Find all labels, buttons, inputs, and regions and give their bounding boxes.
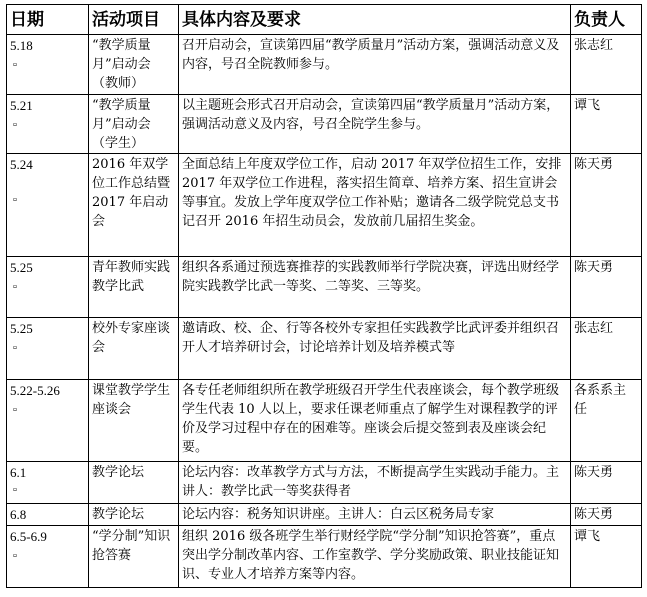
date-text: 6.1 — [10, 465, 27, 480]
date-cell — [7, 526, 89, 588]
activity-cell: “教学质量月”启动会（教师） — [89, 35, 179, 95]
header-owner: 负责人 — [571, 5, 642, 35]
owner-cell: 张志红 — [571, 318, 642, 380]
content-cell: 论坛内容：税务知识讲座。主讲人：白云区税务局专家 — [179, 504, 571, 526]
date-cell — [7, 257, 89, 318]
owner-cell: 谭飞 — [571, 526, 642, 588]
activity-cell: 青年教师实践教学比武 — [89, 257, 179, 318]
date-text: 5.22-5.26 — [10, 383, 60, 398]
date-cell — [7, 154, 89, 257]
paragraph-mark-icon: ▫ — [13, 550, 17, 562]
content-cell: 论坛内容：改革教学方式与方法，不断提高学生实践动手能力。主讲人：教学比武一等奖获得者 — [179, 462, 571, 504]
content-cell: 召开启动会，宣读第四届“教学质量月”活动方案，强调活动意义及内容，号召全院教师参与。 — [179, 35, 571, 95]
owner-cell: 陈天勇 — [571, 504, 642, 526]
owner-cell: 张志红 — [571, 35, 642, 95]
date-text: 5.18 — [10, 38, 33, 53]
header-date: 日期 — [7, 5, 89, 35]
activity-cell: “学分制”知识抢答赛 — [89, 526, 179, 588]
table-row — [7, 154, 642, 257]
date-cell — [7, 35, 89, 95]
date-text: 6.8 — [10, 507, 27, 522]
table-row — [7, 257, 642, 318]
owner-cell: 陈天勇 — [571, 257, 642, 318]
table-row — [7, 504, 642, 526]
activity-cell: 校外专家座谈会 — [89, 318, 179, 380]
date-cell — [7, 504, 89, 526]
date-cell — [7, 95, 89, 154]
activity-cell: 课堂教学学生座谈会 — [89, 380, 179, 462]
activity-cell: 教学论坛 — [89, 504, 179, 526]
paragraph-mark-icon: ▫ — [13, 59, 17, 71]
date-text: 5.25 — [10, 260, 33, 275]
activity-cell: 教学论坛 — [89, 462, 179, 504]
content-cell: 邀请政、校、企、行等各校外专家担任实践教学比武评委并组织召开人才培养研讨会，讨论培养计划及培养模式等 — [179, 318, 571, 380]
paragraph-mark-icon: ▫ — [13, 342, 17, 354]
paragraph-mark-icon: ▫ — [13, 194, 17, 206]
content-cell: 以主题班会形式召开启动会，宣读第四届“教学质量月”活动方案，强调活动意义及内容，号召全院学生参与。 — [179, 95, 571, 154]
content-cell: 组织 2016 级各班学生举行财经学院“学分制”知识抢答赛”，重点突出学分制改革内容、工作室教学、学分奖励政策、职业技能证知识、专业人才培养方案等内容。 — [179, 526, 571, 588]
paragraph-mark-icon: ▫ — [13, 484, 17, 496]
table-row — [7, 526, 642, 588]
paragraph-mark-icon: ▫ — [13, 281, 17, 293]
paragraph-mark-icon: ▫ — [13, 119, 17, 131]
header-activity: 活动项目 — [89, 5, 179, 35]
header-row — [7, 5, 642, 35]
content-cell: 各专任老师组织所在教学班级召开学生代表座谈会，每个教学班级学生代表 10 人以上，要求任课老师重点了解学生对课程教学的评价及学习过程中存在的困难等。座谈会后提交签到表及座谈会纪要。 — [179, 380, 571, 462]
owner-cell: 陈天勇 — [571, 462, 642, 504]
table-row — [7, 462, 642, 504]
activity-cell: 2016 年双学位工作总结暨 2017 年启动会 — [89, 154, 179, 257]
date-cell — [7, 462, 89, 504]
content-cell: 全面总结上年度双学位工作，启动 2017 年双学位招生工作，安排 2017 年双学位工作进程，落实招生简章、培养方案、招生宣讲会等事宜。发放上学年度双学位工作补贴；邀请各二级学院党总支书记召开 2016 年招生动员会，发放前几届招生奖金。 — [179, 154, 571, 257]
date-cell — [7, 380, 89, 462]
header-content: 具体内容及要求 — [179, 5, 571, 35]
date-cell — [7, 318, 89, 380]
owner-cell: 谭飞 — [571, 95, 642, 154]
date-text: 5.25 — [10, 321, 33, 336]
paragraph-mark-icon: ▫ — [13, 404, 17, 416]
owner-cell: 各系系主任 — [571, 380, 642, 462]
table-row — [7, 318, 642, 380]
date-text: 6.5-6.9 — [10, 529, 47, 544]
date-text: 5.21 — [10, 98, 33, 113]
content-cell: 组织各系通过预选赛推荐的实践教师举行学院决赛，评选出财经学院实践教学比武一等奖、二等奖、三等奖。 — [179, 257, 571, 318]
table-row — [7, 35, 642, 95]
activity-cell: “教学质量月”启动会（学生） — [89, 95, 179, 154]
table-row — [7, 95, 642, 154]
table-row — [7, 380, 642, 462]
owner-cell: 陈天勇 — [571, 154, 642, 257]
date-text: 5.24 — [10, 157, 33, 172]
schedule-table — [6, 4, 642, 588]
